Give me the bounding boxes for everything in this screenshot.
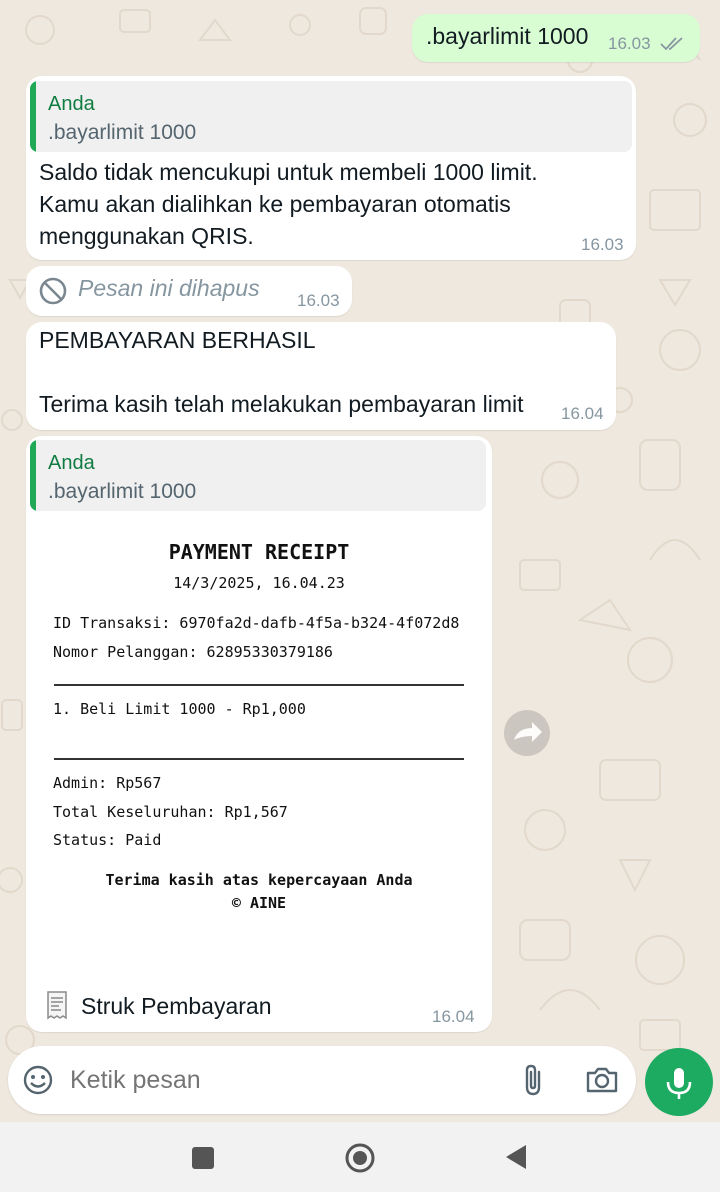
- sticker-icon[interactable]: [21, 1063, 55, 1097]
- message-text: .bayarlimit 1000: [426, 23, 589, 49]
- message-title: PEMBAYARAN BERHASIL: [39, 327, 316, 353]
- image-message[interactable]: [26, 436, 492, 1032]
- incoming-message[interactable]: [26, 76, 636, 260]
- message-time: 16.04: [432, 1007, 475, 1026]
- quoted-message[interactable]: [30, 440, 486, 511]
- receipt-datetime: 14/3/2025, 16.04.23: [173, 574, 345, 592]
- receipt-customer: Nomor Pelanggan: 62895330379186: [53, 643, 333, 661]
- receipt-divider: [54, 758, 464, 760]
- home-icon[interactable]: [344, 1142, 376, 1174]
- receipt-copyright: © AINE: [231, 894, 287, 912]
- back-icon[interactable]: [504, 1143, 528, 1171]
- block-icon: [38, 276, 68, 306]
- receipt-title: PAYMENT RECEIPT: [168, 540, 350, 564]
- forward-icon: [504, 710, 550, 756]
- deleted-text: Pesan ini dihapus: [78, 275, 260, 301]
- incoming-message[interactable]: [26, 322, 616, 430]
- system-nav-bar: [0, 1122, 720, 1192]
- receipt-admin: Admin: Rp567: [53, 774, 162, 792]
- receipt-transaction-id: ID Transaksi: 6970fa2d-dafb-4f5a-b324-4f072d8: [53, 614, 460, 632]
- mic-icon: [645, 1048, 713, 1116]
- message-time: 16.03: [581, 235, 624, 254]
- quote-author: Anda: [48, 93, 95, 115]
- recents-icon[interactable]: [191, 1146, 215, 1170]
- receipt-image[interactable]: [26, 516, 492, 976]
- receipt-item: 1. Beli Limit 1000 - Rp1,000: [53, 700, 306, 718]
- quote-text: .bayarlimit 1000: [48, 480, 197, 503]
- message-time: 16.04: [561, 404, 604, 423]
- double-check-icon: [660, 36, 686, 52]
- receipt-icon: [42, 990, 72, 1022]
- outgoing-message[interactable]: [412, 14, 700, 62]
- message-line: Kamu akan dialihkan ke pembayaran otomatis: [39, 191, 511, 217]
- message-time: 16.03: [608, 34, 651, 53]
- message-line: Saldo tidak mencukupi untuk membeli 1000 limit.: [39, 159, 538, 185]
- message-body: Terima kasih telah melakukan pembayaran limit: [39, 391, 524, 417]
- quoted-message[interactable]: [30, 81, 632, 152]
- receipt-thanks: Terima kasih atas kepercayaan Anda: [105, 871, 413, 889]
- image-caption: Struk Pembayaran: [81, 993, 272, 1019]
- deleted-message[interactable]: [26, 266, 352, 316]
- camera-icon[interactable]: [585, 1065, 619, 1095]
- receipt-total: Total Keseluruhan: Rp1,567: [53, 803, 288, 821]
- quote-author: Anda: [48, 452, 95, 474]
- message-input[interactable]: [70, 1060, 490, 1100]
- receipt-divider: [54, 684, 464, 686]
- mic-button[interactable]: [645, 1048, 713, 1116]
- message-line: menggunakan QRIS.: [39, 223, 254, 249]
- paperclip-icon[interactable]: [519, 1063, 549, 1097]
- quote-text: .bayarlimit 1000: [48, 121, 197, 144]
- message-time: 16.03: [297, 291, 340, 310]
- message-composer: [8, 1046, 636, 1114]
- forward-button[interactable]: [504, 710, 550, 756]
- receipt-status: Status: Paid: [53, 831, 162, 849]
